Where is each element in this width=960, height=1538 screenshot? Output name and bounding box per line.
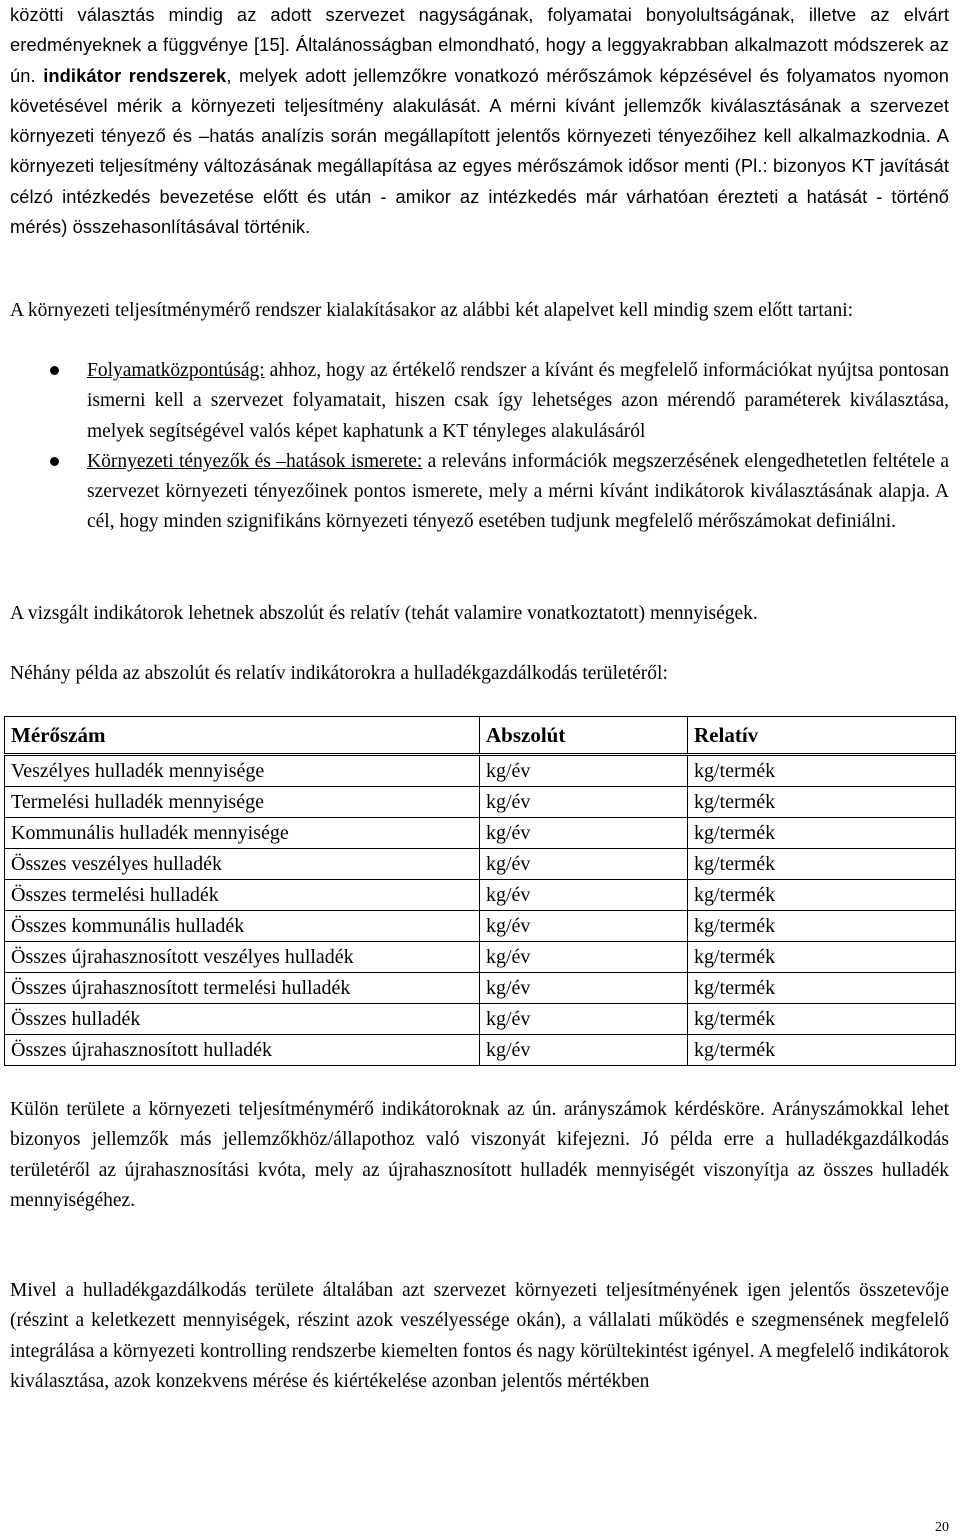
bullet-icon [50,366,59,375]
table-cell: kg/év [480,1004,688,1035]
table-cell: kg/év [480,911,688,942]
table-cell: kg/termék [688,973,956,1004]
table-row [5,755,956,787]
table-header-row [5,717,956,755]
list-item-term: Környezeti tényezők és –hatások ismerete: [87,450,423,472]
paragraph-ratios: Külön területe a környezeti teljesítménymérő indikátoroknak az ún. arányszámok kérdésköre. Arányszámokkal lehet bizonyos jellemzők más jellemzőkhöz/állapothoz való viszonyát kifejezni. Jó példa erre a hulladékgazdálkodás területéről az újrahasznosítási kvóta, mely az újrahasznosított hulladék mennyiségét viszonyítja az összes hulladék mennyiségéhez. [10,1099,949,1211]
list-item-text: ahhoz, hogy az értékelő rendszer a kívánt és megfelelő információkat nyújtsa pontosan ismerni kell a szervezet folyamatait, hiszen csak így lehetséges azon mérendő paraméterek kiválasztása, melyek segítségével valós képet kaphatunk a KT tényleges alakulásáról [87,360,949,442]
table-cell: Veszélyes hulladék mennyisége [5,755,480,787]
paragraph-examples-intro: Néhány példa az abszolút és relatív indikátorokra a hulladékgazdálkodás területéről: [10,663,668,684]
table-cell: kg/termék [688,1035,956,1066]
table-cell: kg/év [480,1035,688,1066]
list-item-text: a releváns információk megszerzésének elengedhetetlen feltétele a szervezet környezeti tényezőinek pontos ismerete, mely a mérni kívánt indikátorok kiválasztásának alapja. A cél, hogy minden szignifikáns környezeti tényező esetében tudjunk megfelelő mérőszámokat definiálni. [87,450,949,533]
table-row [5,880,956,911]
table-cell: kg/termék [688,942,956,973]
principles-list [10,356,949,538]
paragraph-waste-management: Mivel a hulladékgazdálkodás területe általában azt szervezet környezeti teljesítményének igen jelentős összetevője (részint a keletkezett mennyiségek, részint azok veszélyessége okán), a vállalati működés e szegmensének megfelelő integrálása a környezeti kontrolling rendszerbe kiemelten fontos és nagy körültekintést igényel. A megfelelő indikátorok kiválasztása, azok konzekvens mérése és kiértékelése azonban jelentős mértékben [10,1280,949,1392]
table-row [5,1004,956,1035]
table-cell: kg/termék [688,787,956,818]
paragraph-intro-suffix: , melyek adott jellemzőkre vonatkozó mérőszámok képzésével és folyamatos nyomon követésével mérik a környezeti teljesítmény alakulását. A mérni kívánt jellemzők kiválasztásának a szervezet környezeti tényező és –hatás analízis során megállapított jelentős környezeti tényezőihez kell alkalmazkodnia. A környezeti teljesítmény változásának megállapítása az egyes mérőszámok idősor menti (Pl.: bizonyos KT javítását célzó intézkedés bevezetése előtt és után - amikor az intézkedés már várhatóan érezteti a hatását - történő mérés) összehasonlításával történik. [10,64,949,238]
table-cell: Kommunális hulladék mennyisége [5,818,480,849]
table-cell: kg/év [480,755,688,787]
table-cell: Összes újrahasznosított veszélyes hulladék [5,942,480,973]
table-cell: Összes kommunális hulladék [5,911,480,942]
list-item [10,447,949,538]
table-cell: kg/év [480,880,688,911]
table-cell: Összes hulladék [5,1004,480,1035]
table-cell: kg/év [480,849,688,880]
table-cell: kg/termék [688,1004,956,1035]
bullet-icon [50,457,59,466]
paragraph-principles: A környezeti teljesítménymérő rendszer kialakításakor az alábbi két alapelvet kell mindig szem előtt tartani: [10,300,854,321]
table-cell: kg/év [480,973,688,1004]
table-cell: kg/év [480,942,688,973]
table-cell: kg/termék [688,755,956,787]
table-cell: kg/termék [688,849,956,880]
table-cell: Termelési hulladék mennyisége [5,787,480,818]
table-cell: Összes termelési hulladék [5,880,480,911]
table-row [5,973,956,1004]
table-row [5,787,956,818]
table-cell: kg/év [480,787,688,818]
table-cell: kg/termék [688,880,956,911]
paragraph-intro-prefix: közötti választás mindig az adott szervezet nagyságának, folyamatai bonyolultságának, illetve az elvárt eredményeknek a függvénye [15]. Általánosságban elmondható, hogy a leggyakrabban alkalmazott módszerek az ún. [10,4,949,86]
table-cell: kg/termék [688,911,956,942]
table-cell: Összes veszélyes hulladék [5,849,480,880]
paragraph-intro [10,0,949,242]
list-item [10,356,949,447]
paragraph-indicator-types: A vizsgált indikátorok lehetnek abszolút és relatív (tehát valamire vonatkoztatott) mennyiségek. [10,603,758,624]
column-header-metric: Mérőszám [5,717,480,755]
page-number: 20 [935,1520,949,1535]
table-cell: kg/év [480,818,688,849]
table-cell: Összes újrahasznosított termelési hulladék [5,973,480,1004]
table-cell: Összes újrahasznosított hulladék [5,1035,480,1066]
table-row [5,942,956,973]
indicator-table [4,716,956,1066]
indicator-systems-term: indikátor rendszerek [43,64,227,86]
list-item-term: Folyamatközpontúság: [87,360,265,381]
table-row [5,849,956,880]
column-header-relative: Relatív [688,717,956,755]
table-row [5,818,956,849]
table-row [5,1035,956,1066]
table-cell: kg/termék [688,818,956,849]
column-header-absolute: Abszolút [480,717,688,755]
table-row [5,911,956,942]
